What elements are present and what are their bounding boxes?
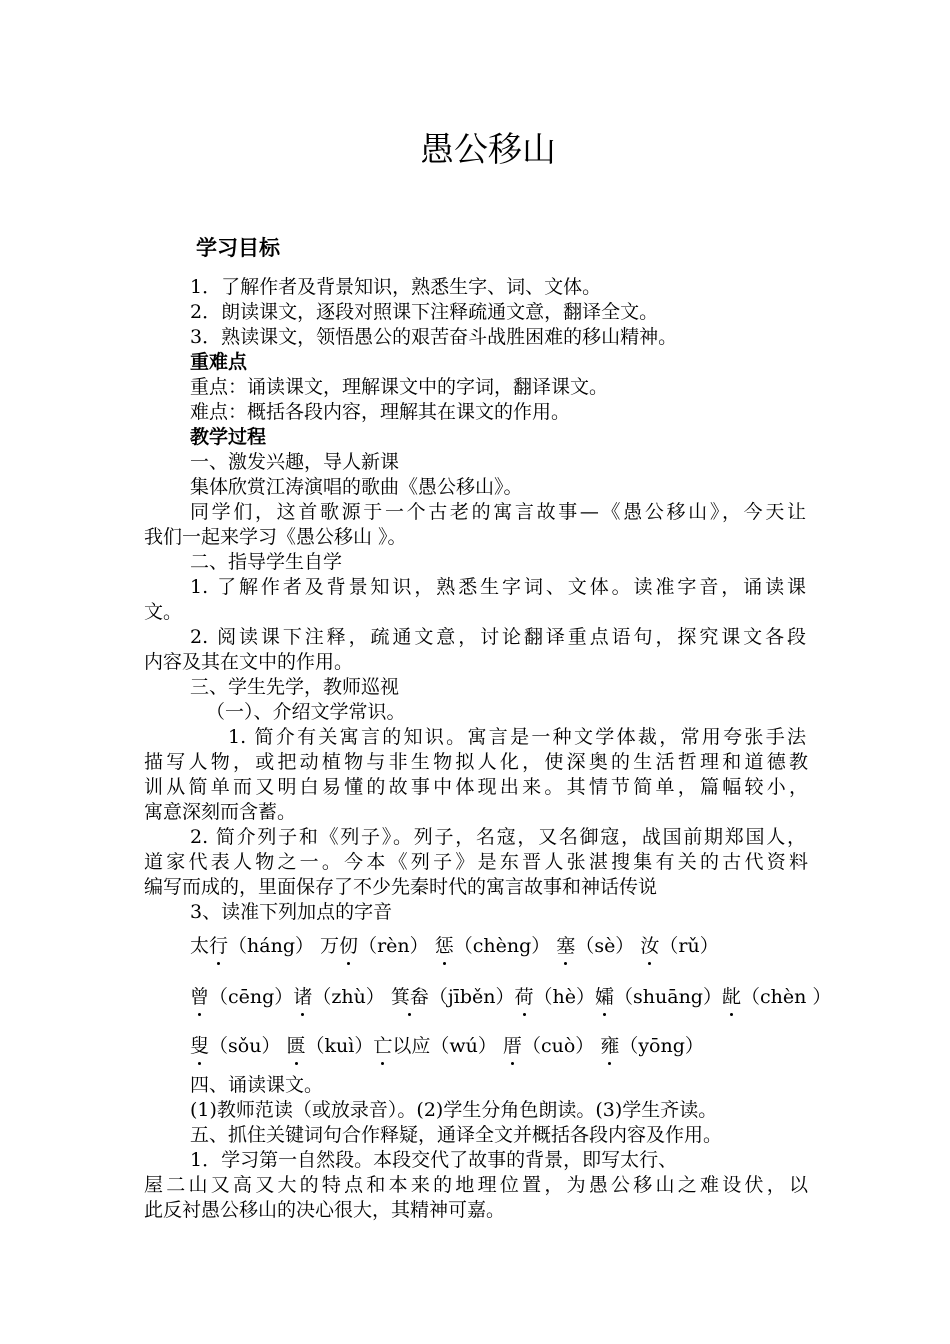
dotted-char: 曾	[190, 986, 210, 1008]
dotted-char: 诸	[293, 986, 313, 1008]
paragraph-line: 训从简单而又明白易懂的故事中体现出来。其情节简单，篇幅较小，	[144, 776, 808, 798]
paragraph-line: 1. 了解作者及背景知识，熟悉生字词、文体。读准字音，诵读课	[190, 576, 806, 598]
focus-text: 重点：诵读课文，理解课文中的字词，翻译课文。	[190, 376, 609, 398]
word-pre: 太	[190, 935, 210, 957]
paragraph-line: 2. 阅读课下注释，疏通文意，讨论翻译重点语句，探究课文各段	[190, 626, 806, 648]
dotted-char: 塞	[556, 935, 576, 957]
dotted-char: 汝	[640, 935, 660, 957]
paragraph-line: 1．学习第一自然段。本段交代了故事的背景，即写太行、	[190, 1149, 678, 1171]
paragraph-line: 文。	[144, 601, 183, 623]
dotted-char: 龀	[721, 986, 741, 1008]
dotted-char: 荷	[514, 986, 534, 1008]
paragraph-line: 1. 简介有关寓言的知识。寓言是一种文学体裁，常用夸张手法	[228, 726, 806, 748]
pinyin: （sè）	[575, 935, 635, 957]
dotted-char: 惩	[434, 935, 454, 957]
section-title: 二、指导学生自学	[190, 551, 343, 573]
keypoints-heading: 重难点	[190, 351, 248, 373]
process-heading: 教学过程	[190, 426, 267, 448]
paragraph-line: 内容及其在文中的作用。	[144, 651, 354, 673]
dotted-char: 孀	[595, 986, 615, 1008]
dotted-char: 厝	[502, 1035, 522, 1057]
pinyin: （chèn ）	[740, 986, 832, 1008]
paragraph-line: 同学们，这首歌源于一个古老的寓言故事—《愚公移山》，今天让	[190, 501, 806, 523]
dotted-char: 仞	[339, 935, 359, 957]
pinyin: （jīběn）	[428, 986, 515, 1008]
pronunciation-row	[190, 1034, 704, 1058]
pronunciation-row	[190, 934, 719, 958]
paragraph-line: 道家代表人物之一。今本《列子》是东晋人张湛搜集有关的古代资料	[144, 851, 808, 873]
difficulty-text: 难点：概括各段内容，理解其在课文的作用。	[190, 401, 571, 423]
goal-item: 1．了解作者及背景知识，熟悉生字、词、文体。	[190, 276, 602, 298]
paragraph-line: 寓意深刻而含蓄。	[144, 801, 297, 823]
page-title: 愚公移山	[420, 130, 556, 170]
goals-heading: 学习目标	[196, 235, 280, 260]
paragraph-line: 我们一起来学习《愚公移山 》。	[144, 526, 407, 548]
dotted-char: 叟	[190, 1035, 210, 1057]
pinyin: 以应（wú）	[392, 1035, 497, 1057]
pinyin: （kuì）	[305, 1035, 374, 1057]
pinyin: （cuò）	[521, 1035, 595, 1057]
subsection-title: （一）、介绍文学常识。	[206, 701, 406, 723]
pinyin: （yōng）	[619, 1035, 704, 1057]
paragraph-line: 编写而成的，里面保存了不少先秦时代的寓言故事和神话传说	[144, 876, 658, 898]
paragraph-line: 此反衬愚公移山的决心很大，其精神可嘉。	[144, 1199, 506, 1221]
word-pre: 万	[320, 935, 340, 957]
goal-item: 3．熟读课文，领悟愚公的艰苦奋斗战胜困难的移山精神。	[190, 326, 678, 348]
paragraph-line: 描写人物，或把动植物与非生物拟人化，使深奥的生活哲理和道德教	[144, 751, 808, 773]
paragraph-line: 集体欣赏江涛演唱的歌曲《愚公移山》。	[190, 476, 523, 498]
section-title: 五、抓住关键词句合作释疑，通译全文并概括各段内容及作用。	[190, 1124, 723, 1146]
section-title: 一、激发兴趣，导人新课	[190, 451, 400, 473]
section-title: 三、学生先学，教师巡视	[190, 676, 400, 698]
pinyin: （rǔ）	[659, 935, 719, 957]
pronunciation-row	[190, 985, 831, 1009]
pinyin: （zhù）	[312, 986, 385, 1008]
dotted-char: 行	[209, 935, 229, 957]
pinyin: （rèn）	[358, 935, 429, 957]
dotted-char: 箕畚	[390, 986, 429, 1008]
pinyin: （chèng）	[453, 935, 551, 957]
pinyin: （cēng）	[209, 986, 294, 1008]
paragraph-line: (1)教师范读（或放录音）。(2)学生分角色朗读。(3)学生齐读。	[190, 1099, 718, 1121]
pinyin: （sǒu）	[209, 1035, 281, 1057]
dotted-char: 雍	[600, 1035, 620, 1057]
pinyin: （hè）	[533, 986, 595, 1008]
section-title: 四、诵读课文。	[190, 1074, 324, 1096]
dotted-char: 匮	[286, 1035, 306, 1057]
paragraph-line: 屋二山又高又大的特点和本来的地理位置，为愚公移山之难设伏，以	[144, 1174, 808, 1196]
goal-item: 2．朗读课文，逐段对照课下注释疏通文意，翻译全文。	[190, 301, 659, 323]
pinyin: （háng）	[228, 935, 314, 957]
paragraph-line: 3、读准下列加点的字音	[190, 901, 393, 923]
paragraph-line: 2. 简介列子和《列子》。列子，名寇，又名御寇，战国前期郑国人，	[190, 826, 806, 848]
dotted-char: 亡	[373, 1035, 393, 1057]
pinyin: （shuāng）	[614, 986, 722, 1008]
